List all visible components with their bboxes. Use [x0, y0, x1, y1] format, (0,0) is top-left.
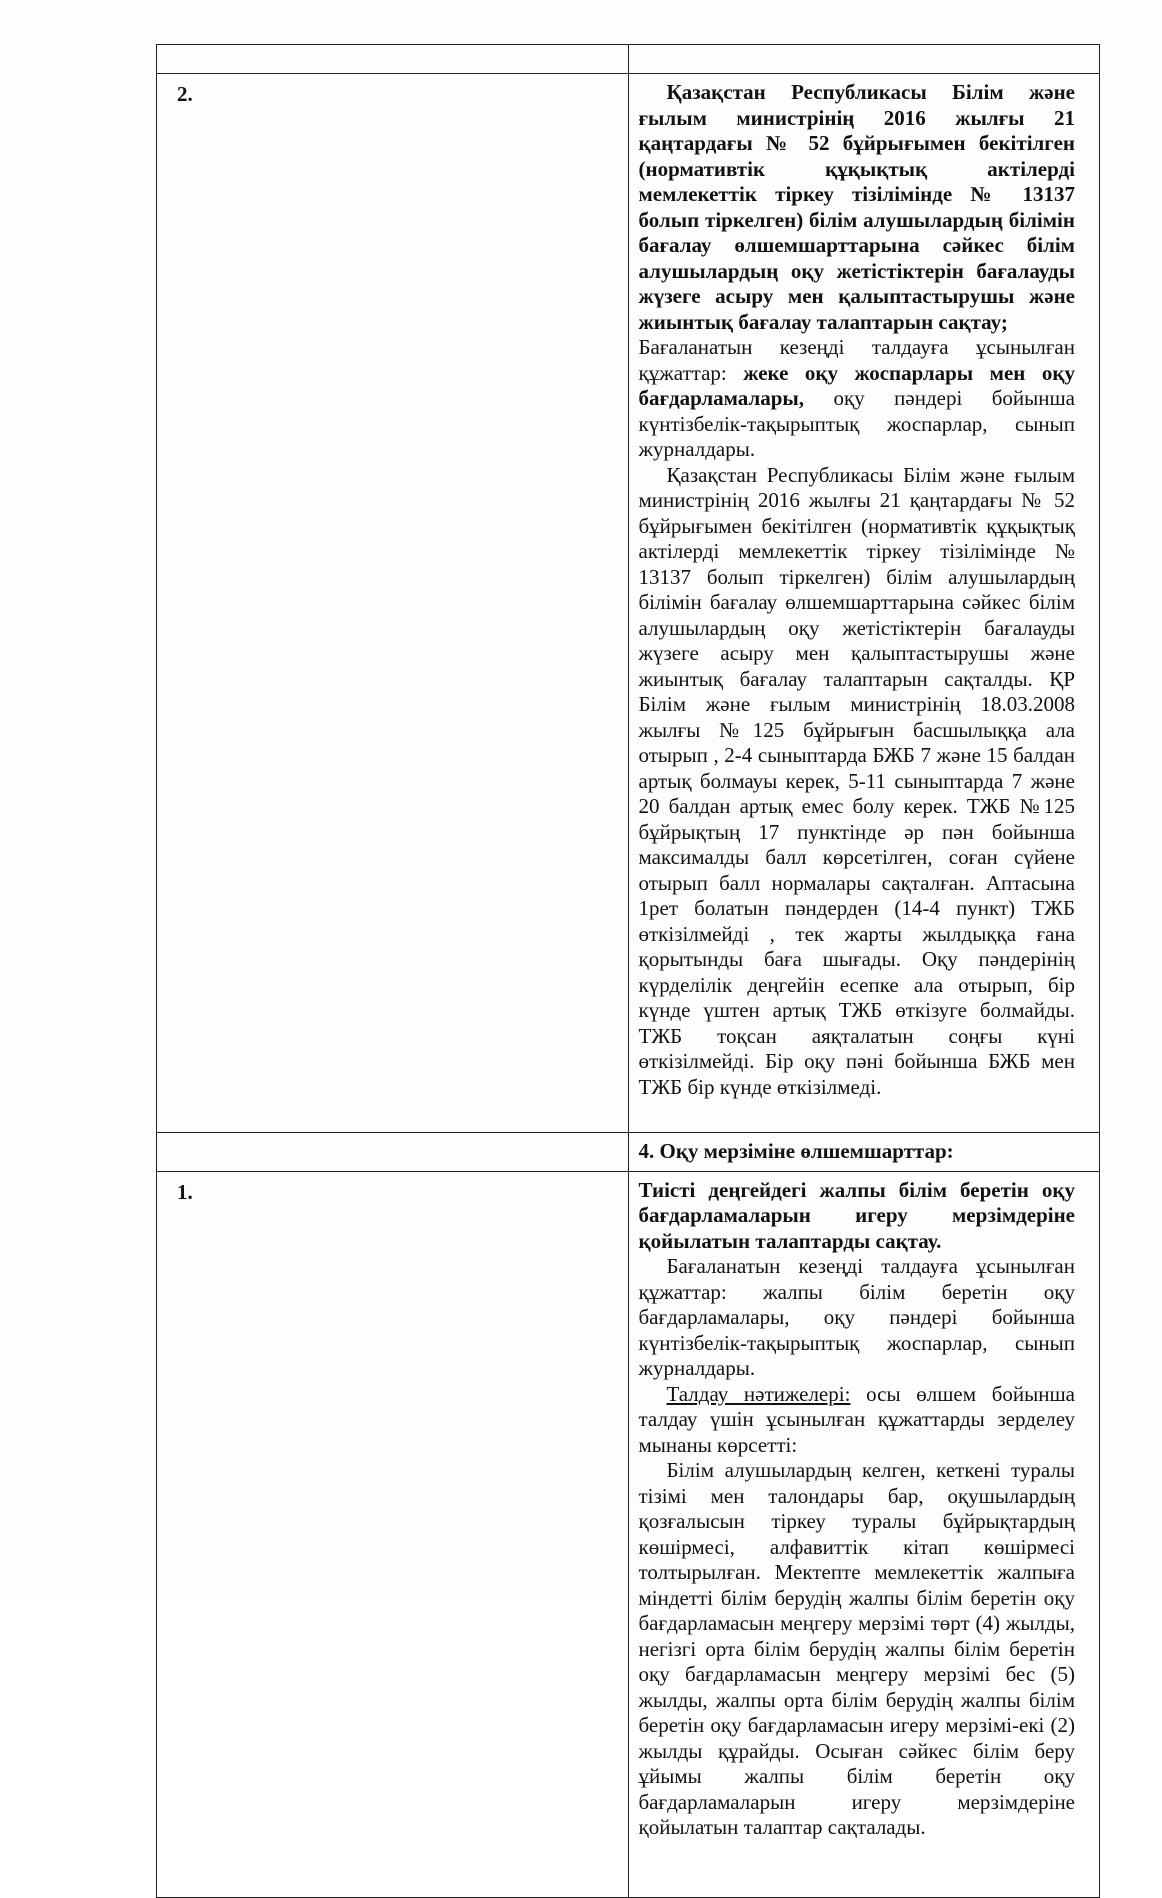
table-row: [157, 74, 1100, 1133]
row-number: 2.: [157, 74, 629, 1133]
results-paragraph: [639, 1382, 1076, 1459]
content-cell: [628, 74, 1100, 1133]
table-row: [157, 1171, 1100, 1897]
number-cell: [157, 1133, 629, 1172]
results-label: Талдау нәтижелері:: [666, 1381, 851, 1406]
documents-suffix: оқу пәндері бойынша күнтізбелік-тақырыптық жоспарлар, сынып журналдары.: [638, 386, 1075, 461]
row-number: 1.: [157, 1171, 629, 1897]
content-cell: [628, 45, 1100, 74]
table-row: [157, 1133, 1100, 1172]
documents-prefix: Бағаланатын кезеңді талдауға ұсынылған құжаттар:: [638, 335, 1075, 385]
results-text: осы өлшем бойынша талдау үшін ұсынылған құжаттарды зерделеу мынаны көрсетті:: [638, 1381, 1075, 1457]
table-row: [157, 45, 1100, 74]
criteria-table: [156, 44, 1100, 1898]
content-cell: [628, 1171, 1100, 1897]
content-cell: [628, 1133, 1100, 1172]
section-heading: 4. Оқу мерзіміне өлшемшарттар:: [638, 1139, 954, 1163]
documents-paragraph: Бағаланатын кезеңді талдауға ұсынылған құжаттар: жалпы білім беретін оқу бағдарламалары, оқу пәндері бойынша күнтізбелік-тақырыптық жоспарлар, сынып журналдары.: [638, 1254, 1075, 1380]
analysis-paragraph: Білім алушылардың келген, кеткені туралы тізімі мен талондары бар, оқушылардың қозғалысын тіркеу туралы бұйрықтардың көшірмесі, алфавиттік кітап көшірмесі толтырылған. Мектепте мемлекеттік жалпыға міндетті білім берудің жалпы білім беретін оқу бағдарламасын меңгеру мерзімі төрт (4) жылды, негізгі орта білім берудің жалпы білім беретін оқу бағдарламасын меңгеру мерзімі бес (5) жылды, жалпы орта білім берудің жалпы білім беретін оқу бағдарламасын игеру мерзімі-екі (2) жылды құрайды. Осыған сәйкес білім беру ұйымы жалпы білім беретін оқу бағдарламаларын игеру мерзімдеріне қойылатын талаптар сақталады.: [638, 1458, 1075, 1839]
documents-bold: жеке оқу жоспарлары мен оқу бағдарламалары,: [638, 360, 1075, 410]
documents-paragraph: [639, 335, 1076, 463]
requirement-paragraph: Қазақстан Республикасы Білім және ғылым министрінің 2016 жылғы 21 қаңтардағы № 52 бұйрығымен бекітілген (нормативтік құқықтық актілерді мемлекеттік тіркеу тізілімінде № 13137 болып тіркелген) білім алушылардың білімін бағалау өлшемшарттарына сәйкес білім алушылардың оқу жетістіктерін бағалауды жүзеге асыру мен қалыптастырушы және жиынтық бағалау талаптарын сақтау;: [638, 80, 1075, 334]
analysis-paragraph: Қазақстан Республикасы Білім және ғылым министрінің 2016 жылғы 21 қаңтардағы № 52 бұйрығымен бекітілген (нормативтік құқықтық актілерді мемлекеттік тіркеу тізілімінде № 13137 болып тіркелген) білім алушылардың білімін бағалау өлшемшарттарына сәйкес білім алушылардың оқу жетістіктерін бағалауды жүзеге асыру мен қалыптастырушы және жиынтық бағалау талаптарын сақталды. ҚР Білім және ғылым министрінің 18.03.2008 жылғы №125 бұйрығын басшылыққа ала отырып , 2-4 сыныптарда БЖБ 7 және 15 балдан артық болмауы керек, 5-11 сыныптарда 7 және 20 балдан артық емес болу керек. ТЖБ №125 бұйрықтың 17 пунктінде әр пән бойынша максималды балл көрсетілген, соған сүйене отырып балл нормалары сақталған. Аптасына 1рет болатын пәндерден (14-4 пункт) ТЖБ өткізілмейді , тек жарты жылдыққа ғана қорытынды баға шығады. Оқу пәндерінің күрделілік деңгейін есепке ала отырып, бір күнде үштен артық ТЖБ өткізуге болмайды. ТЖБ тоқсан аяқталатын соңғы күні өткізілмейді. Бір оқу пәні бойынша БЖБ мен ТЖБ бір күнде өткізілмеді.: [638, 462, 1075, 1099]
number-cell: [157, 45, 629, 74]
requirement-paragraph: Тиісті деңгейдегі жалпы білім беретін оқу бағдарламаларын игеру мерзімдеріне қойылатын талаптарды сақтау.: [638, 1177, 1075, 1253]
